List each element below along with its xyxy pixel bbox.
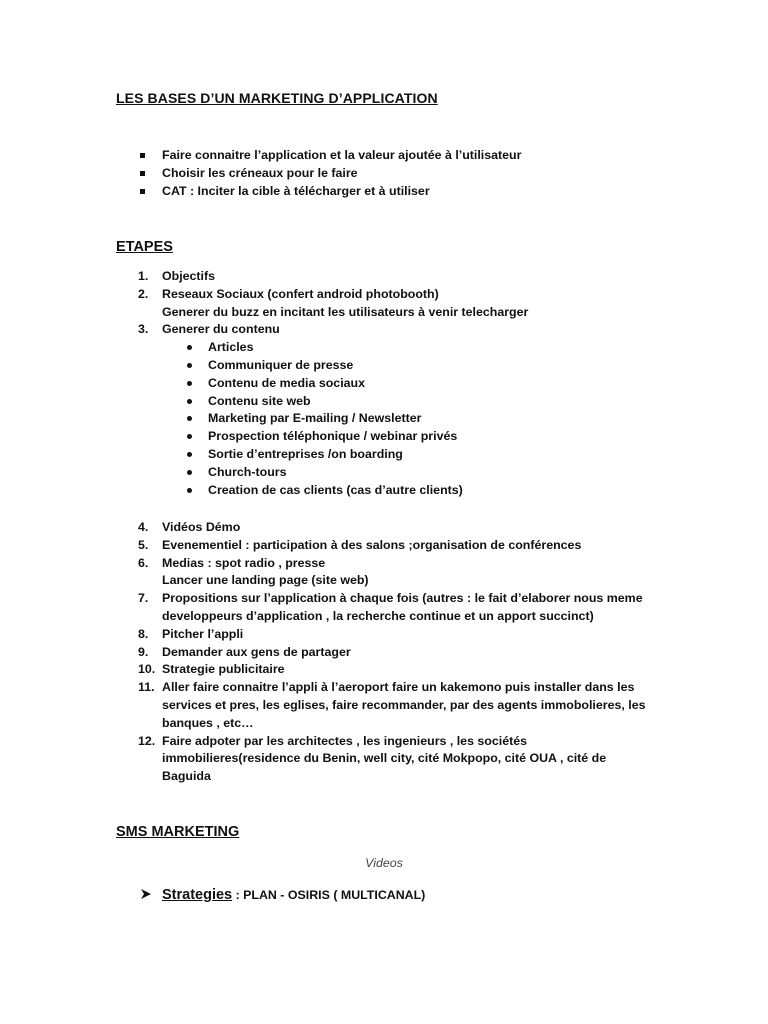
list-item: Communiquer de presse — [116, 357, 676, 375]
list-item: Choisir les créneaux pour le faire — [138, 165, 658, 183]
step-number: 1. — [138, 269, 149, 283]
step-text: Baguida — [162, 769, 211, 784]
etapes-heading: ETAPES — [116, 239, 173, 255]
step-8 — [116, 626, 676, 644]
step-number: 12. — [138, 733, 156, 748]
step-number: 7. — [138, 591, 149, 606]
step-text: Strategie publicitaire — [162, 662, 285, 677]
list-item: Articles — [116, 339, 676, 357]
step-9 — [116, 644, 676, 662]
step-6 — [116, 555, 676, 591]
strategies-text: : PLAN - OSIRIS ( MULTICANAL) — [232, 888, 426, 902]
etapes-list-part2 — [116, 519, 676, 786]
step-text: banques , etc… — [162, 715, 254, 730]
step-text: developpeurs d’application , la recherche continue et un apport succinct) — [162, 608, 594, 623]
step-number: 6. — [138, 555, 149, 570]
step-text: Vidéos Démo — [162, 520, 241, 534]
step-number: 2. — [138, 286, 149, 301]
step-text: Reseaux Sociaux (confert android photobooth) — [162, 286, 439, 301]
document-title: LES BASES D’UN MARKETING D’APPLICATION — [116, 90, 438, 106]
bases-list — [138, 147, 658, 200]
step-text: Generer du contenu — [162, 322, 280, 337]
step-number: 11. — [138, 680, 155, 695]
etapes-list-part1 — [116, 268, 676, 499]
step-4 — [116, 519, 676, 537]
step-12 — [116, 733, 676, 786]
step-7 — [116, 590, 676, 626]
strategies-line — [140, 886, 425, 903]
step-number: 10. — [138, 662, 156, 677]
step-1 — [116, 268, 676, 286]
sms-marketing-heading: SMS MARKETING — [116, 824, 240, 840]
step-10 — [116, 661, 676, 679]
strategies-label: Strategies — [162, 887, 233, 903]
step-text: immobilieres(residence du Benin, well city, cité Mokpopo, cité OUA , cité de — [162, 751, 607, 766]
list-item: Contenu de media sociaux — [116, 375, 676, 393]
step-text: Objectifs — [162, 269, 216, 283]
arrow-bullet-icon — [140, 887, 154, 903]
list-item: Marketing par E-mailing / Newsletter — [116, 410, 676, 428]
step-text: Demander aux gens de partager — [162, 644, 351, 659]
step-number: 3. — [138, 322, 149, 337]
list-item: Prospection téléphonique / webinar privés — [116, 428, 676, 446]
step-text: Generer du buzz en incitant les utilisateurs à venir telecharger — [162, 304, 529, 319]
list-item: CAT : Inciter la cible à télécharger et à utiliser — [138, 183, 658, 201]
step-text: Medias : spot radio , presse — [162, 555, 326, 570]
step-3 — [116, 321, 676, 339]
step-number: 5. — [138, 537, 149, 552]
step-text: services et pres, les eglises, faire recommander, par des agents immobolieres, les — [162, 697, 646, 712]
list-item: Faire connaitre l’application et la valeur ajoutée à l’utilisateur — [138, 147, 658, 165]
list-item: Church-tours — [116, 464, 676, 482]
list-item: Creation de cas clients (cas d’autre clients) — [116, 482, 676, 500]
videos-label: Videos — [365, 856, 403, 870]
list-item: Contenu site web — [116, 393, 676, 411]
step-number: 4. — [138, 520, 149, 534]
step-2 — [116, 286, 676, 322]
step-text: Pitcher l’appli — [162, 626, 244, 641]
step-text: Propositions sur l’application à chaque fois (autres : le fait d’elaborer nous meme — [162, 591, 643, 606]
step-text: Faire adpoter par les architectes , les ingenieurs , les sociétés — [162, 733, 527, 748]
step-number: 9. — [138, 644, 149, 659]
list-item: Sortie d’entreprises /on boarding — [116, 446, 676, 464]
step-text: Aller faire connaitre l’appli à l’aeroport faire un kakemono puis installer dans les — [162, 680, 635, 695]
step-text: Lancer une landing page (site web) — [162, 573, 369, 588]
content-sublist — [116, 339, 676, 499]
step-number: 8. — [138, 626, 149, 641]
step-text: Evenementiel : participation à des salons ;organisation de conférences — [162, 537, 582, 552]
step-5 — [116, 537, 676, 555]
step-11 — [116, 679, 676, 732]
